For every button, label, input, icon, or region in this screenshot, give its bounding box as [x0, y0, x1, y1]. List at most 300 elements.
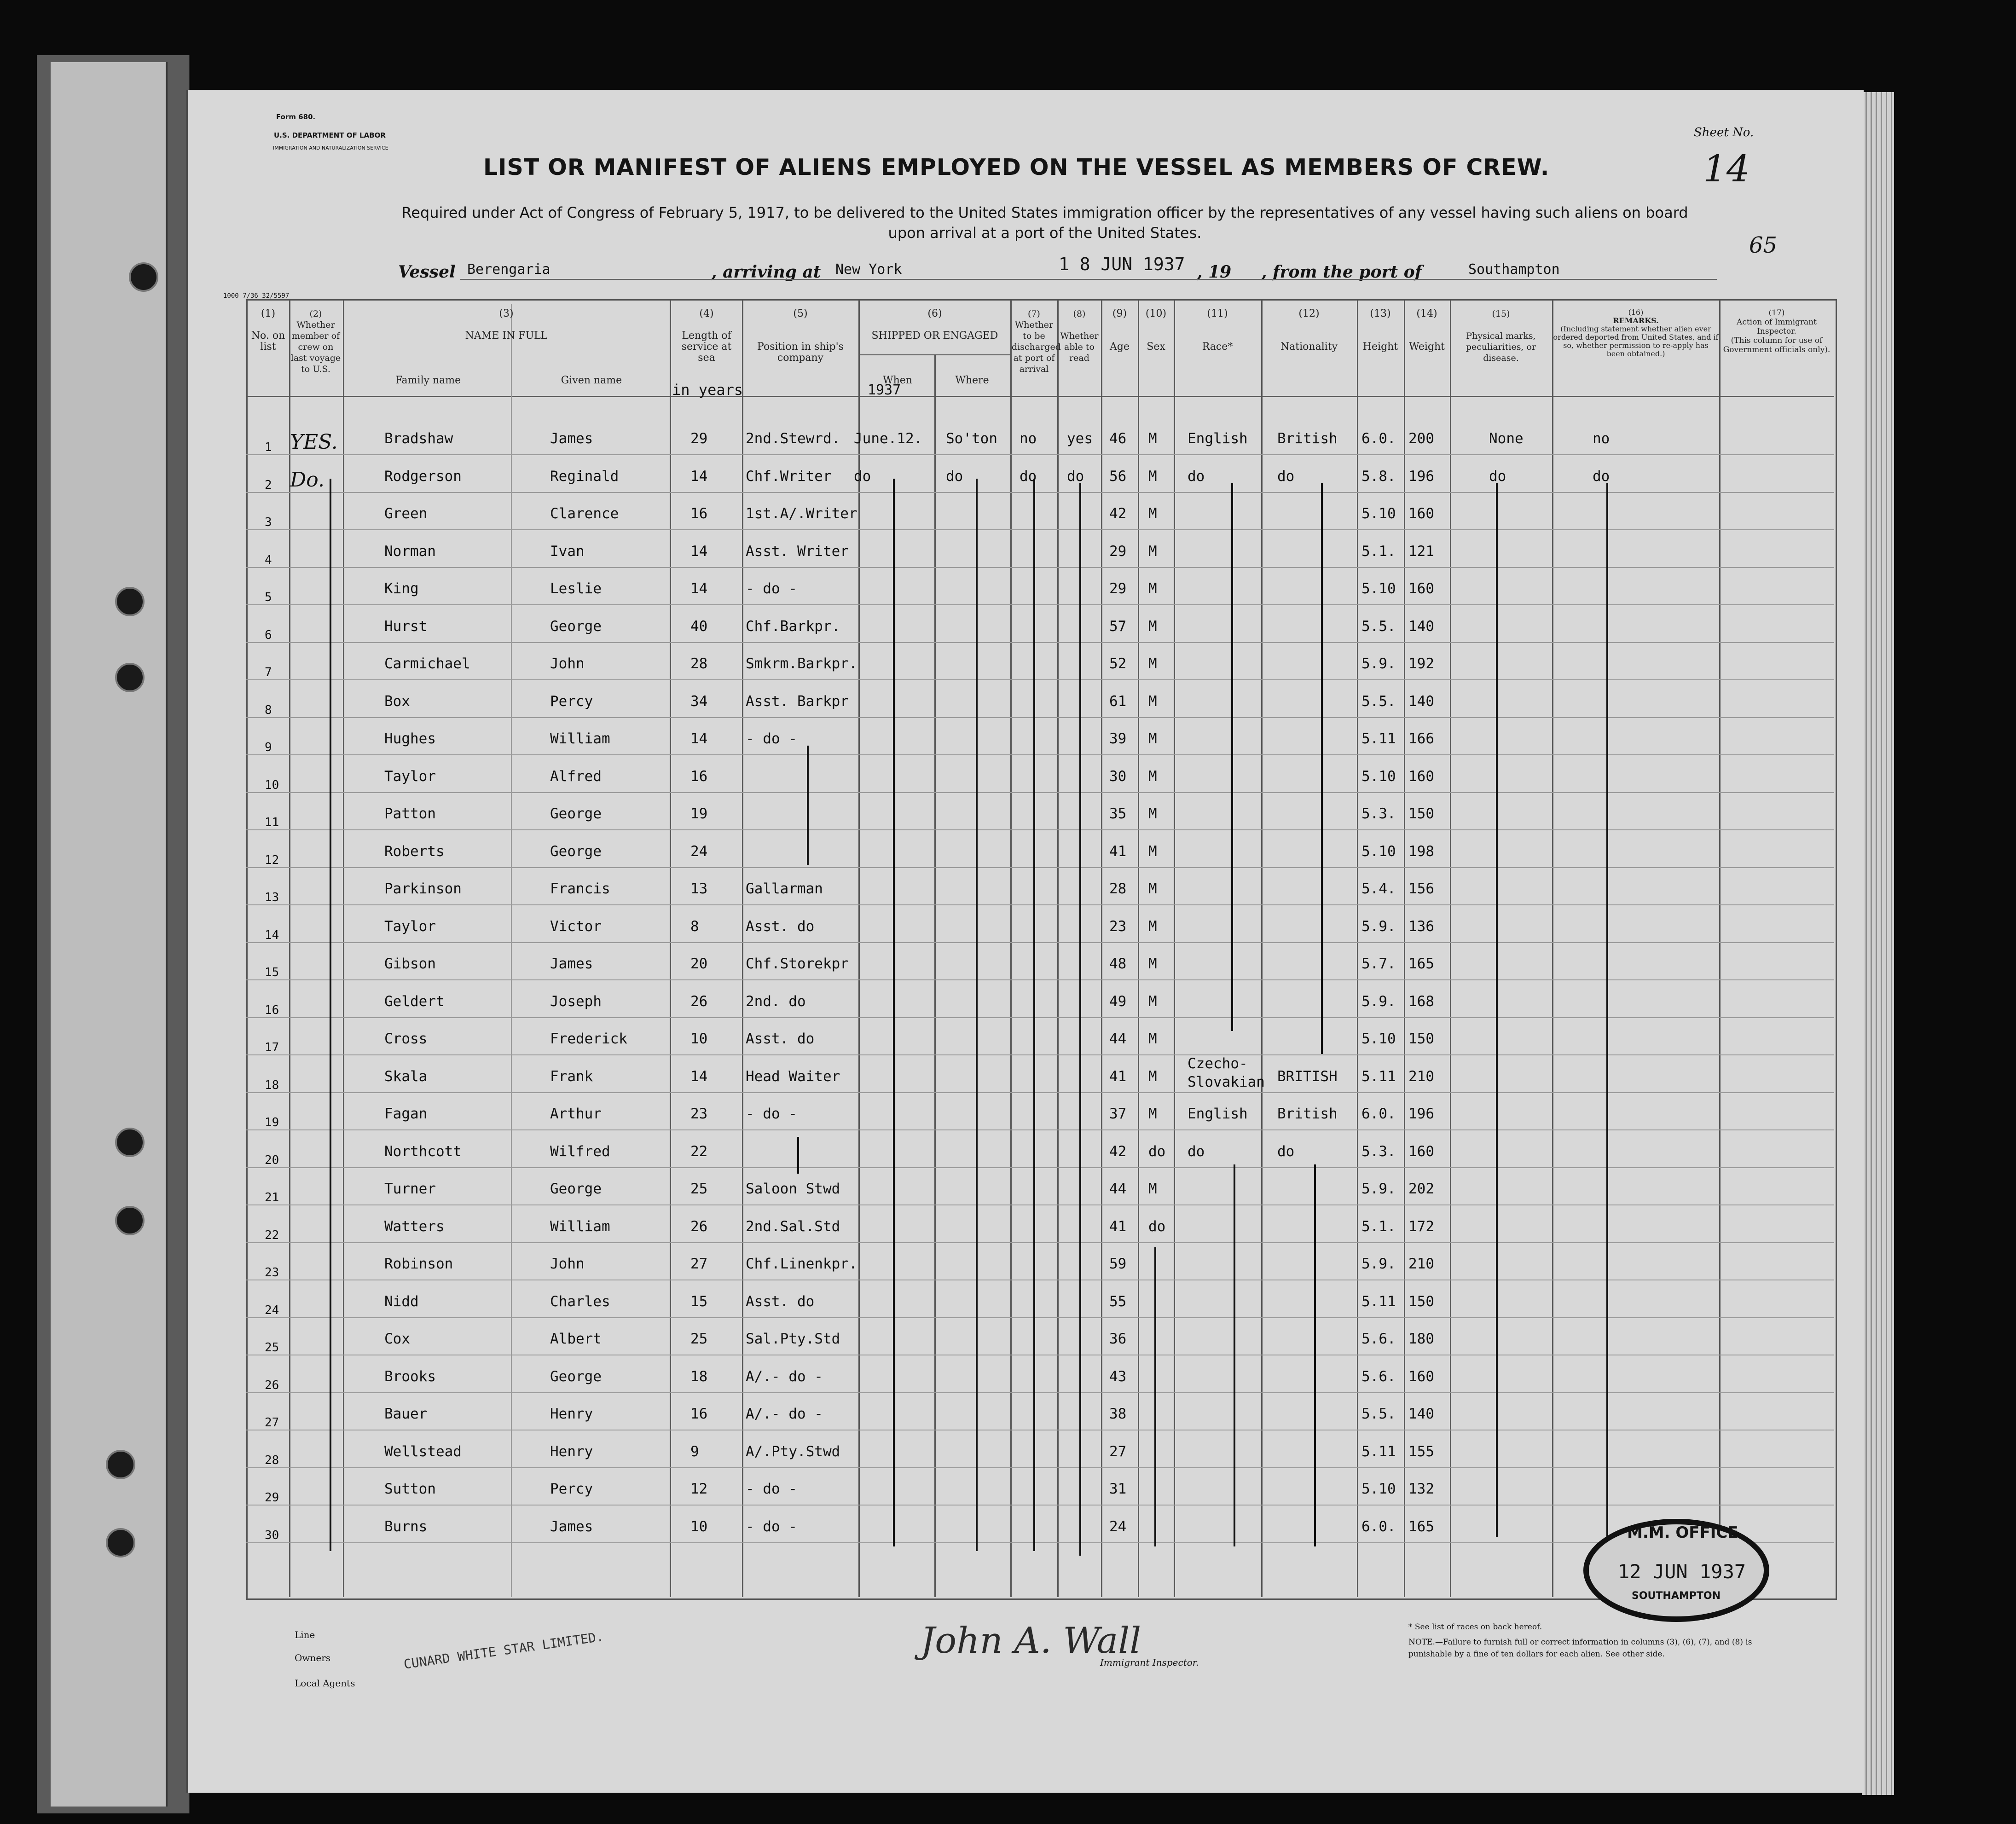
- cell-age: 41: [1109, 843, 1127, 860]
- cell-position: A/.Pty.Stwd: [746, 1443, 840, 1460]
- cell-service-years: 28: [690, 655, 708, 672]
- from-port-label: , from the port of: [1261, 262, 1422, 282]
- ditto-stroke: [797, 1137, 799, 1174]
- ditto-stroke: [1314, 1164, 1316, 1546]
- cell-family-name: Roberts: [384, 843, 445, 860]
- cell-age: 42: [1109, 1143, 1127, 1160]
- cell-age: 29: [1109, 543, 1127, 560]
- cell-given-name: George: [550, 1368, 602, 1385]
- cell-service-years: 14: [690, 543, 708, 560]
- binder-hole: [115, 1206, 145, 1235]
- cell-nationality: BRITISH: [1277, 1068, 1338, 1085]
- cell-row-number: 28: [265, 1453, 279, 1467]
- header-divider: [246, 396, 1834, 397]
- cell-age: 23: [1109, 918, 1127, 935]
- cell-weight: 160: [1408, 505, 1434, 522]
- cell-given-name: Henry: [550, 1443, 593, 1460]
- cell-family-name: Sutton: [384, 1481, 436, 1497]
- cell-family-name: Hurst: [384, 618, 428, 635]
- ditto-stroke: [1079, 483, 1081, 1556]
- row-rule: [246, 754, 1834, 755]
- cell-age: 48: [1109, 955, 1127, 972]
- cell-height: 5.9.: [1361, 1256, 1396, 1272]
- cell-sex: M: [1148, 1181, 1157, 1197]
- cell-position: Chf.Barkpr.: [746, 618, 840, 635]
- cell-shipped-where: do: [946, 468, 963, 485]
- cell-nationality: do: [1277, 468, 1295, 485]
- cell-last-voyage: Do.: [290, 468, 324, 492]
- cell-service-years: 26: [690, 1218, 708, 1235]
- cell-given-name: Joseph: [550, 993, 602, 1010]
- cell-row-number: 7: [265, 666, 272, 679]
- cell-nationality: do: [1277, 1143, 1295, 1160]
- col-header-11: (11) Race*: [1202, 308, 1233, 353]
- cell-row-number: 4: [265, 553, 272, 567]
- cell-height: 5.10: [1361, 843, 1396, 860]
- cell-shipped-when: do: [854, 468, 871, 485]
- cell-given-name: James: [550, 1518, 593, 1535]
- cell-row-number: 10: [265, 778, 279, 792]
- cell-position: Gallarman: [746, 880, 823, 897]
- cell-family-name: Rodgerson: [384, 468, 462, 485]
- fine-note: NOTE.—Failure to furnish full or correct information in columns (3), (6), (7), and (8) is punishable by a fine of ten dollars for each alien. See other side.: [1408, 1638, 1752, 1659]
- cell-position: 2nd. do: [746, 993, 806, 1010]
- cell-position: Head Waiter: [746, 1068, 840, 1085]
- cell-height: 5.11: [1361, 730, 1396, 747]
- cell-height: 5.3.: [1361, 805, 1396, 822]
- cell-weight: 202: [1408, 1181, 1434, 1197]
- ditto-stroke: [1231, 483, 1233, 1031]
- cell-weight: 200: [1408, 430, 1434, 447]
- cell-weight: 172: [1408, 1218, 1434, 1235]
- cell-position: Chf.Writer: [746, 468, 832, 485]
- row-rule: [246, 792, 1834, 793]
- cell-weight: 160: [1408, 580, 1434, 597]
- cell-sex: M: [1148, 468, 1157, 485]
- row-rule: [246, 1542, 1834, 1543]
- cell-family-name: Burns: [384, 1518, 428, 1535]
- cell-row-number: 19: [265, 1116, 279, 1129]
- cell-family-name: Patton: [384, 805, 436, 822]
- cell-family-name: Green: [384, 505, 428, 522]
- col-header-3-family: Family name: [395, 375, 461, 386]
- col-header-4-hand: in years: [672, 381, 743, 399]
- col-header-8: (8) Whether able to read: [1060, 309, 1099, 363]
- cell-service-years: 24: [690, 843, 708, 860]
- cell-service-years: 25: [690, 1331, 708, 1347]
- cell-position: - do -: [746, 1481, 797, 1497]
- cell-position: Chf.Storekpr: [746, 955, 849, 972]
- ditto-stroke: [1321, 483, 1323, 1054]
- col-header-6-year: 1937: [868, 382, 901, 398]
- cell-sex: M: [1148, 430, 1157, 447]
- cell-family-name: Parkinson: [384, 880, 462, 897]
- stamp-date: 12 JUN 1937: [1618, 1560, 1746, 1583]
- cell-service-years: 34: [690, 693, 708, 710]
- cell-weight: 140: [1408, 1406, 1434, 1422]
- cell-weight: 165: [1408, 1518, 1434, 1535]
- cell-row-number: 23: [265, 1266, 279, 1280]
- cell-height: 5.9.: [1361, 918, 1396, 935]
- cell-height: 5.10: [1361, 768, 1396, 785]
- cell-given-name: William: [550, 730, 610, 747]
- cell-race: do: [1188, 1143, 1205, 1160]
- cell-weight: 136: [1408, 918, 1434, 935]
- cell-position: A/.- do -: [746, 1406, 823, 1422]
- column-divider: [289, 299, 290, 1597]
- cell-family-name: Skala: [384, 1068, 428, 1085]
- cell-given-name: George: [550, 843, 602, 860]
- cell-row-number: 26: [265, 1378, 279, 1392]
- cell-age: 24: [1109, 1518, 1127, 1535]
- year-label: , 19: [1197, 262, 1232, 282]
- cell-weight: 140: [1408, 693, 1434, 710]
- manifest-title: LIST OR MANIFEST OF ALIENS EMPLOYED ON THE VESSEL AS MEMBERS OF CREW.: [483, 154, 1550, 180]
- ditto-stroke: [807, 746, 809, 865]
- departure-port: Southampton: [1468, 261, 1560, 278]
- row-rule: [246, 867, 1834, 868]
- cell-sex: M: [1148, 543, 1157, 560]
- cell-age: 55: [1109, 1293, 1127, 1310]
- cell-service-years: 22: [690, 1143, 708, 1160]
- col-header-1: (1) No. on list: [251, 308, 285, 353]
- col-header-10: (10) Sex: [1145, 308, 1167, 353]
- cell-row-number: 21: [265, 1191, 279, 1204]
- cell-service-years: 18: [690, 1368, 708, 1385]
- cell-height: 5.10: [1361, 580, 1396, 597]
- cell-family-name: Nidd: [384, 1293, 419, 1310]
- cell-given-name: Leslie: [550, 580, 602, 597]
- cell-remarks: no: [1593, 430, 1610, 447]
- cell-sex: M: [1148, 993, 1157, 1010]
- cell-height: 5.5.: [1361, 693, 1396, 710]
- page-edges: [1862, 92, 1894, 1795]
- cell-position: Asst. Writer: [746, 543, 849, 560]
- binder-hole: [115, 587, 145, 616]
- col-header-14: (14) Weight: [1409, 308, 1445, 353]
- agent-stamp: CUNARD WHITE STAR LIMITED.: [403, 1629, 605, 1672]
- row-rule: [246, 642, 1834, 643]
- column-divider: [934, 354, 936, 1597]
- cell-family-name: Watters: [384, 1218, 445, 1235]
- cell-height: 5.4.: [1361, 880, 1396, 897]
- vessel-name: Berengaria: [467, 261, 550, 278]
- cell-service-years: 13: [690, 880, 708, 897]
- cell-position: Chf.Linenkpr.: [746, 1256, 857, 1272]
- cell-given-name: George: [550, 1181, 602, 1197]
- cell-sex: M: [1148, 768, 1157, 785]
- cell-family-name: Taylor: [384, 918, 436, 935]
- cell-nationality: British: [1277, 1106, 1338, 1122]
- cell-position: - do -: [746, 580, 797, 597]
- cell-family-name: Geldert: [384, 993, 445, 1010]
- row-rule: [246, 904, 1834, 905]
- cell-weight: 160: [1408, 768, 1434, 785]
- cell-row-number: 16: [265, 1003, 279, 1017]
- cell-row-number: 30: [265, 1528, 279, 1542]
- cell-service-years: 40: [690, 618, 708, 635]
- manifest-subtitle: Required under Act of Congress of February 5, 1917, to be delivered to the United States immigration officer by the representatives of any vessel having such aliens on board upon arrival at a port of the United States.: [401, 204, 1688, 242]
- cell-weight: 150: [1408, 1031, 1434, 1047]
- row-rule: [246, 1242, 1834, 1243]
- row-rule: [246, 829, 1834, 830]
- cell-given-name: Percy: [550, 1481, 593, 1497]
- cell-given-name: William: [550, 1218, 610, 1235]
- cell-weight: 121: [1408, 543, 1434, 560]
- cell-height: 5.5.: [1361, 618, 1396, 635]
- stamp-bottom-text: SOUTHAMPTON: [1632, 1590, 1721, 1602]
- cell-service-years: 16: [690, 768, 708, 785]
- cell-family-name: Northcott: [384, 1143, 462, 1160]
- cell-service-years: 10: [690, 1518, 708, 1535]
- ditto-stroke: [1606, 483, 1608, 1537]
- ditto-stroke: [1496, 483, 1498, 1537]
- row-rule: [246, 679, 1834, 680]
- column-divider: [1552, 299, 1553, 1597]
- row-rule: [246, 529, 1834, 530]
- cell-row-number: 12: [265, 853, 279, 867]
- cell-row-number: 22: [265, 1228, 279, 1242]
- cell-height: 5.10: [1361, 1031, 1396, 1047]
- cell-sex: M: [1148, 805, 1157, 822]
- sheet-label: Sheet No.: [1694, 126, 1754, 139]
- cell-row-number: 1: [265, 440, 272, 454]
- cell-service-years: 14: [690, 730, 708, 747]
- cell-weight: 160: [1408, 1368, 1434, 1385]
- cell-given-name: Alfred: [550, 768, 602, 785]
- cell-service-years: 14: [690, 580, 708, 597]
- col-header-3: (3) NAME IN FULL: [465, 308, 548, 342]
- col-header-5: (5) Position in ship's company: [757, 308, 844, 364]
- cell-given-name: Clarence: [550, 505, 619, 522]
- cell-last-voyage: YES.: [290, 430, 338, 454]
- cell-row-number: 11: [265, 816, 279, 829]
- cell-given-name: James: [550, 955, 593, 972]
- cell-age: 42: [1109, 505, 1127, 522]
- binder-hole: [106, 1528, 135, 1558]
- cell-height: 5.3.: [1361, 1143, 1396, 1160]
- service-name: IMMIGRATION AND NATURALIZATION SERVICE: [273, 145, 388, 151]
- cell-sex: M: [1148, 655, 1157, 672]
- cell-row-number: 18: [265, 1078, 279, 1092]
- cell-height: 5.11: [1361, 1443, 1396, 1460]
- cell-service-years: 25: [690, 1181, 708, 1197]
- cell-given-name: Wilfred: [550, 1143, 610, 1160]
- arrival-date-stamp: 1 8 JUN 1937: [1059, 254, 1185, 274]
- column-divider: [1404, 299, 1405, 1597]
- ditto-stroke: [976, 479, 978, 1551]
- cell-height: 5.6.: [1361, 1368, 1396, 1385]
- cell-family-name: Bradshaw: [384, 430, 453, 447]
- cell-family-name: King: [384, 580, 419, 597]
- cell-height: 5.7.: [1361, 955, 1396, 972]
- column-divider: [1138, 299, 1139, 1597]
- cell-sex: M: [1148, 505, 1157, 522]
- col-header-2: (2) Whether member of crew on last voyage to U.S.: [290, 309, 341, 374]
- cell-row-number: 20: [265, 1153, 279, 1167]
- cell-position: A/.- do -: [746, 1368, 823, 1385]
- arrival-port: New York: [835, 261, 902, 278]
- cell-age: 36: [1109, 1331, 1127, 1347]
- cell-position: Asst. do: [746, 1031, 815, 1047]
- cell-position: - do -: [746, 1106, 797, 1122]
- cell-service-years: 14: [690, 468, 708, 485]
- cell-age: 44: [1109, 1181, 1127, 1197]
- col-header-6-when: When: [883, 375, 912, 386]
- cell-height: 5.1.: [1361, 543, 1396, 560]
- cell-row-number: 17: [265, 1041, 279, 1054]
- cell-row-number: 2: [265, 478, 272, 492]
- cell-family-name: Norman: [384, 543, 436, 560]
- row-rule: [246, 1317, 1834, 1318]
- arriving-label: , arriving at: [711, 262, 821, 282]
- stamp-top-text: M.M. OFFICE: [1627, 1523, 1738, 1542]
- cell-given-name: John: [550, 1256, 585, 1272]
- cell-weight: 196: [1408, 468, 1434, 485]
- cell-age: 56: [1109, 468, 1127, 485]
- cell-row-number: 8: [265, 703, 272, 717]
- cell-age: 27: [1109, 1443, 1127, 1460]
- cell-row-number: 6: [265, 628, 272, 642]
- department-name: U.S. DEPARTMENT OF LABOR: [274, 131, 386, 139]
- cell-position: Asst. do: [746, 1293, 815, 1310]
- cell-sex: M: [1148, 693, 1157, 710]
- cell-family-name: Hughes: [384, 730, 436, 747]
- cell-weight: 210: [1408, 1068, 1434, 1085]
- cell-row-number: 3: [265, 515, 272, 529]
- cell-service-years: 16: [690, 505, 708, 522]
- cell-service-years: 16: [690, 1406, 708, 1422]
- binder-hole: [106, 1450, 135, 1479]
- cell-family-name: Box: [384, 693, 410, 710]
- cell-row-number: 15: [265, 966, 279, 979]
- column-divider: [1357, 299, 1358, 1597]
- cell-position: 1st.A/.Writer: [746, 505, 857, 522]
- row-rule: [246, 454, 1834, 455]
- cell-weight: 196: [1408, 1106, 1434, 1122]
- cell-position: Smkrm.Barkpr.: [746, 655, 857, 672]
- col-header-15: (15) Physical marks, peculiarities, or disease.: [1466, 309, 1536, 363]
- cell-position: Saloon Stwd: [746, 1181, 840, 1197]
- inspector-label: Immigrant Inspector.: [1100, 1657, 1199, 1668]
- vessel-underline: [460, 279, 1717, 280]
- inspector-signature: John A. Wall: [921, 1620, 1141, 1662]
- ditto-stroke: [1154, 1247, 1156, 1546]
- cell-sex: do: [1148, 1143, 1166, 1160]
- col-header-17: (17) Action of Immigrant Inspector. (This column for use of Government officials only).: [1723, 308, 1831, 354]
- cell-given-name: John: [550, 655, 585, 672]
- cell-row-number: 27: [265, 1416, 279, 1430]
- cell-given-name: Albert: [550, 1331, 602, 1347]
- binder-hole: [115, 1128, 145, 1157]
- cell-position: - do -: [746, 730, 797, 747]
- cell-sex: M: [1148, 843, 1157, 860]
- cell-position: 2nd.Sal.Std: [746, 1218, 840, 1235]
- cell-sex: M: [1148, 880, 1157, 897]
- cell-height: 5.10: [1361, 505, 1396, 522]
- cell-age: 37: [1109, 1106, 1127, 1122]
- cell-service-years: 23: [690, 1106, 708, 1122]
- cell-service-years: 12: [690, 1481, 708, 1497]
- cell-weight: 192: [1408, 655, 1434, 672]
- cell-given-name: Victor: [550, 918, 602, 935]
- form-number: Form 680.: [276, 113, 316, 121]
- cell-nationality: British: [1277, 430, 1338, 447]
- cell-age: 46: [1109, 430, 1127, 447]
- cell-race: English: [1188, 1106, 1248, 1122]
- local-agents-label: Local Agents: [295, 1678, 355, 1689]
- column-divider: [1261, 299, 1263, 1597]
- col-header-6: (6) SHIPPED OR ENGAGED: [871, 308, 998, 342]
- cell-given-name: George: [550, 618, 602, 635]
- column-divider: [1719, 299, 1721, 1597]
- cell-age: 38: [1109, 1406, 1127, 1422]
- cell-weight: 140: [1408, 618, 1434, 635]
- cell-physical-marks: None: [1489, 430, 1524, 447]
- cell-remarks: do: [1593, 468, 1610, 485]
- cell-weight: 198: [1408, 843, 1434, 860]
- cell-family-name: Cox: [384, 1331, 410, 1347]
- cell-sex: M: [1148, 618, 1157, 635]
- cell-weight: 132: [1408, 1481, 1434, 1497]
- col-header-3-given: Given name: [561, 375, 622, 386]
- cell-sex: do: [1148, 1218, 1166, 1235]
- cell-age: 43: [1109, 1368, 1127, 1385]
- line-label: Line: [295, 1629, 315, 1640]
- cell-given-name: Frederick: [550, 1031, 627, 1047]
- cell-age: 29: [1109, 580, 1127, 597]
- row-rule: [246, 1017, 1834, 1018]
- cell-height: 5.1.: [1361, 1218, 1396, 1235]
- col-header-9: (9) Age: [1110, 308, 1130, 353]
- row-rule: [246, 1204, 1834, 1205]
- cell-discharged: do: [1020, 468, 1037, 485]
- cell-service-years: 8: [690, 918, 699, 935]
- print-code: 1000 7/36 32/5597: [223, 292, 290, 300]
- cell-given-name: Henry: [550, 1406, 593, 1422]
- cell-row-number: 13: [265, 891, 279, 904]
- row-rule: [246, 1054, 1834, 1055]
- cell-sex: M: [1148, 955, 1157, 972]
- cell-family-name: Gibson: [384, 955, 436, 972]
- cell-service-years: 27: [690, 1256, 708, 1272]
- cell-race: Czecho-Slovakian: [1188, 1055, 1265, 1090]
- ditto-stroke: [1033, 479, 1035, 1551]
- column-divider: [742, 299, 743, 1597]
- cell-age: 44: [1109, 1031, 1127, 1047]
- cell-height: 5.5.: [1361, 1406, 1396, 1422]
- cell-family-name: Carmichael: [384, 655, 470, 672]
- cell-sex: M: [1148, 918, 1157, 935]
- cell-shipped-when: June.12.: [854, 430, 923, 447]
- cell-height: 6.0.: [1361, 1518, 1396, 1535]
- cell-service-years: 19: [690, 805, 708, 822]
- row-rule: [246, 717, 1834, 718]
- binder-hole: [115, 663, 145, 692]
- cell-given-name: Reginald: [550, 468, 619, 485]
- cell-able-to-read: do: [1067, 468, 1084, 485]
- cell-able-to-read: yes: [1067, 430, 1093, 447]
- column-divider: [1010, 299, 1012, 1597]
- row-rule: [246, 1505, 1834, 1506]
- cell-given-name: Percy: [550, 693, 593, 710]
- row-rule: [246, 567, 1834, 568]
- cell-age: 57: [1109, 618, 1127, 635]
- cell-age: 39: [1109, 730, 1127, 747]
- ditto-stroke: [893, 479, 895, 1546]
- row-rule: [246, 1392, 1834, 1393]
- binder-hole: [129, 262, 158, 292]
